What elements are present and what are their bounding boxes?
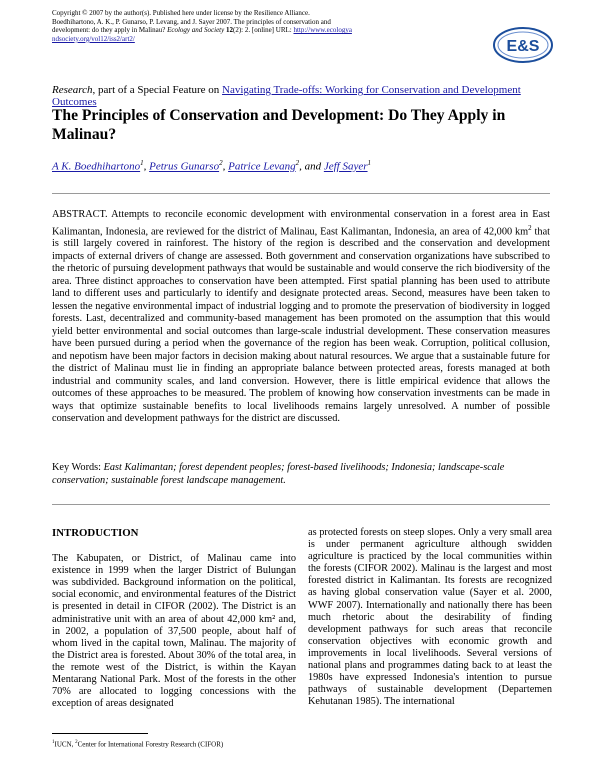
author-list: A K. Boedhihartono$^1$, Petrus Gunarso$^2$, Patrice Levang$^2$, and Jeff Sayer$^1$ xyxy=(52,159,372,173)
keywords-list: East Kalimantan; forest dependent peoples; forest-based livelihoods; Indonesia; landscape-scale conservation; sustainable forest landscape management. xyxy=(52,462,505,486)
citation-line: Boedhihartono, A. K., P. Gunarso, P. Levang, and J. Sayer 2007. The principles of conservation and xyxy=(52,17,331,26)
article-url-link[interactable]: http://www.ecologya xyxy=(293,26,352,35)
copyright-notice xyxy=(52,9,482,43)
citation-line: development: do they apply in Malinau? Ecology and Society 12(2): 2. [online] URL: http://www.ecologya xyxy=(52,26,352,35)
author-link[interactable]: Jeff Sayer xyxy=(323,160,368,173)
section-heading: INTRODUCTION xyxy=(52,527,139,539)
journal-volume: 12 xyxy=(226,26,233,35)
copyright-line: Copyright © 2007 by the author(s). Published here under license by the Resilience Alliance. xyxy=(52,9,310,17)
special-feature-link[interactable]: Navigating Trade-offs: Working for Conservation and Development Outcomes xyxy=(52,84,521,108)
abstract: ABSTRACT. Attempts to reconcile economic development with environmental conservation in a forest area in East Kalimantan, Indonesia, are reviewed for the district of Malinau, East Kalimantan, Indonesia, an area of 42,000 $km^2$ that is still largely covered in rainforest. The history of the region is described and the conservation and development impacts of external drivers of change are assessed. Both government and conservation organizations have subscribed to the rhetoric of pursuing development pathways that would be sustainable and would conserve the rich biodiversity of the area. Three distinct approaches to conservation have been attempted. First spatial planning has been used to attribute land to different uses and particularly to identify and designate protected areas. Second, measures have been taken to lessen the negative environmental impact of industrial logging and to promote the preservation of biodiversity in logged forests. Last, decentralized and community-based management has been promoted on the assumption that this would yield better environmental and social outcomes than large-scale industrial development. These conservation measures have been pursued during a period when the governance of the region has been weak. Corruption, political collusion, and nepotism have been major factors in decision making about natural resources. We argue that a sustainable future for the district of Malinau must lie in finding an appropriate balance between protected areas, forests managed at both industrial and community scales, and land conversion. However, there is little empirical evidence that allows the outcomes of these approaches to be measured. The problem of knowing how conservation investments can be made in ways that optimize sustainable benefits to local livelihoods remains largely unresolved. A number of possible conservation and development pathways for the district are discussed. xyxy=(52,209,550,425)
author-link[interactable]: Patrice Levang xyxy=(228,160,296,173)
footnote: $^1$IUCN, $^2$Center for International Forestry Research (CIFOR) xyxy=(52,740,224,749)
article-title: The Principles of Conservation and Development: Do They Apply in Malinau? xyxy=(52,107,506,143)
article-type: Research xyxy=(52,84,93,96)
body-paragraph: The Kabupaten, or District, of Malinau came into existence in 1999 when the larger District of Bulungan was subdivided. Background information on the political, social economic, and environmental features of the District is presented in detail in CIFOR (2002). The District is an administrative unit with an area of about 42,000 km² and, in 2002, a population of 37,500 people, about half of whom lived in the capital town, Malinau. The majority of the District area is forested. About 30% of the total area, in the remote west of the District, is within the Kayan Mentarang National Park. Most of the forests in the other 70% are allocated to logging concessions with the exception of areas designated xyxy=(52,553,296,710)
es-journal-logo xyxy=(492,24,554,64)
article-url-link-continued[interactable]: ndsociety.org/vol12/iss2/art2/ xyxy=(52,34,135,43)
body-paragraph: as protected forests on steep slopes. Only a very small area is under permanent agriculture although swidden agriculture is practiced by the local communities within the forests (CIFOR 2002). Malinau is the largest and most forested district in Kalimantan. Its forests are recognized as having global conservation value (Sayer et al. 2000, WWF 2007). Internationally and nationally there has been much rhetoric about the desirability of finding development pathways for such areas that reconcile conservation objectives with economic growth and improvements in local livelihoods. Several versions of national plans and programmes dating back to at least the 1980s have expressed Indonesia's intention to pursue pathways of sustainable development (Departemen Kehutanan 1985). The international xyxy=(308,527,552,708)
body-column-right xyxy=(308,527,552,708)
footnote-divider xyxy=(52,733,148,734)
divider xyxy=(52,193,550,194)
body-column-left xyxy=(52,527,296,710)
keywords-label: Key Words: xyxy=(52,462,104,473)
author-link[interactable]: Petrus Gunarso xyxy=(149,160,220,173)
journal-name: Ecology and Society xyxy=(167,26,225,35)
keywords xyxy=(52,462,550,487)
citation-line xyxy=(52,35,482,44)
author-link[interactable]: A K. Boedhihartono xyxy=(52,160,141,173)
logo-text: E&S xyxy=(506,38,540,55)
divider xyxy=(52,504,550,505)
special-feature-note: Research, part of a Special Feature on Navigating Trade-offs: Working for Conservation and Development Outcomes xyxy=(52,84,521,108)
